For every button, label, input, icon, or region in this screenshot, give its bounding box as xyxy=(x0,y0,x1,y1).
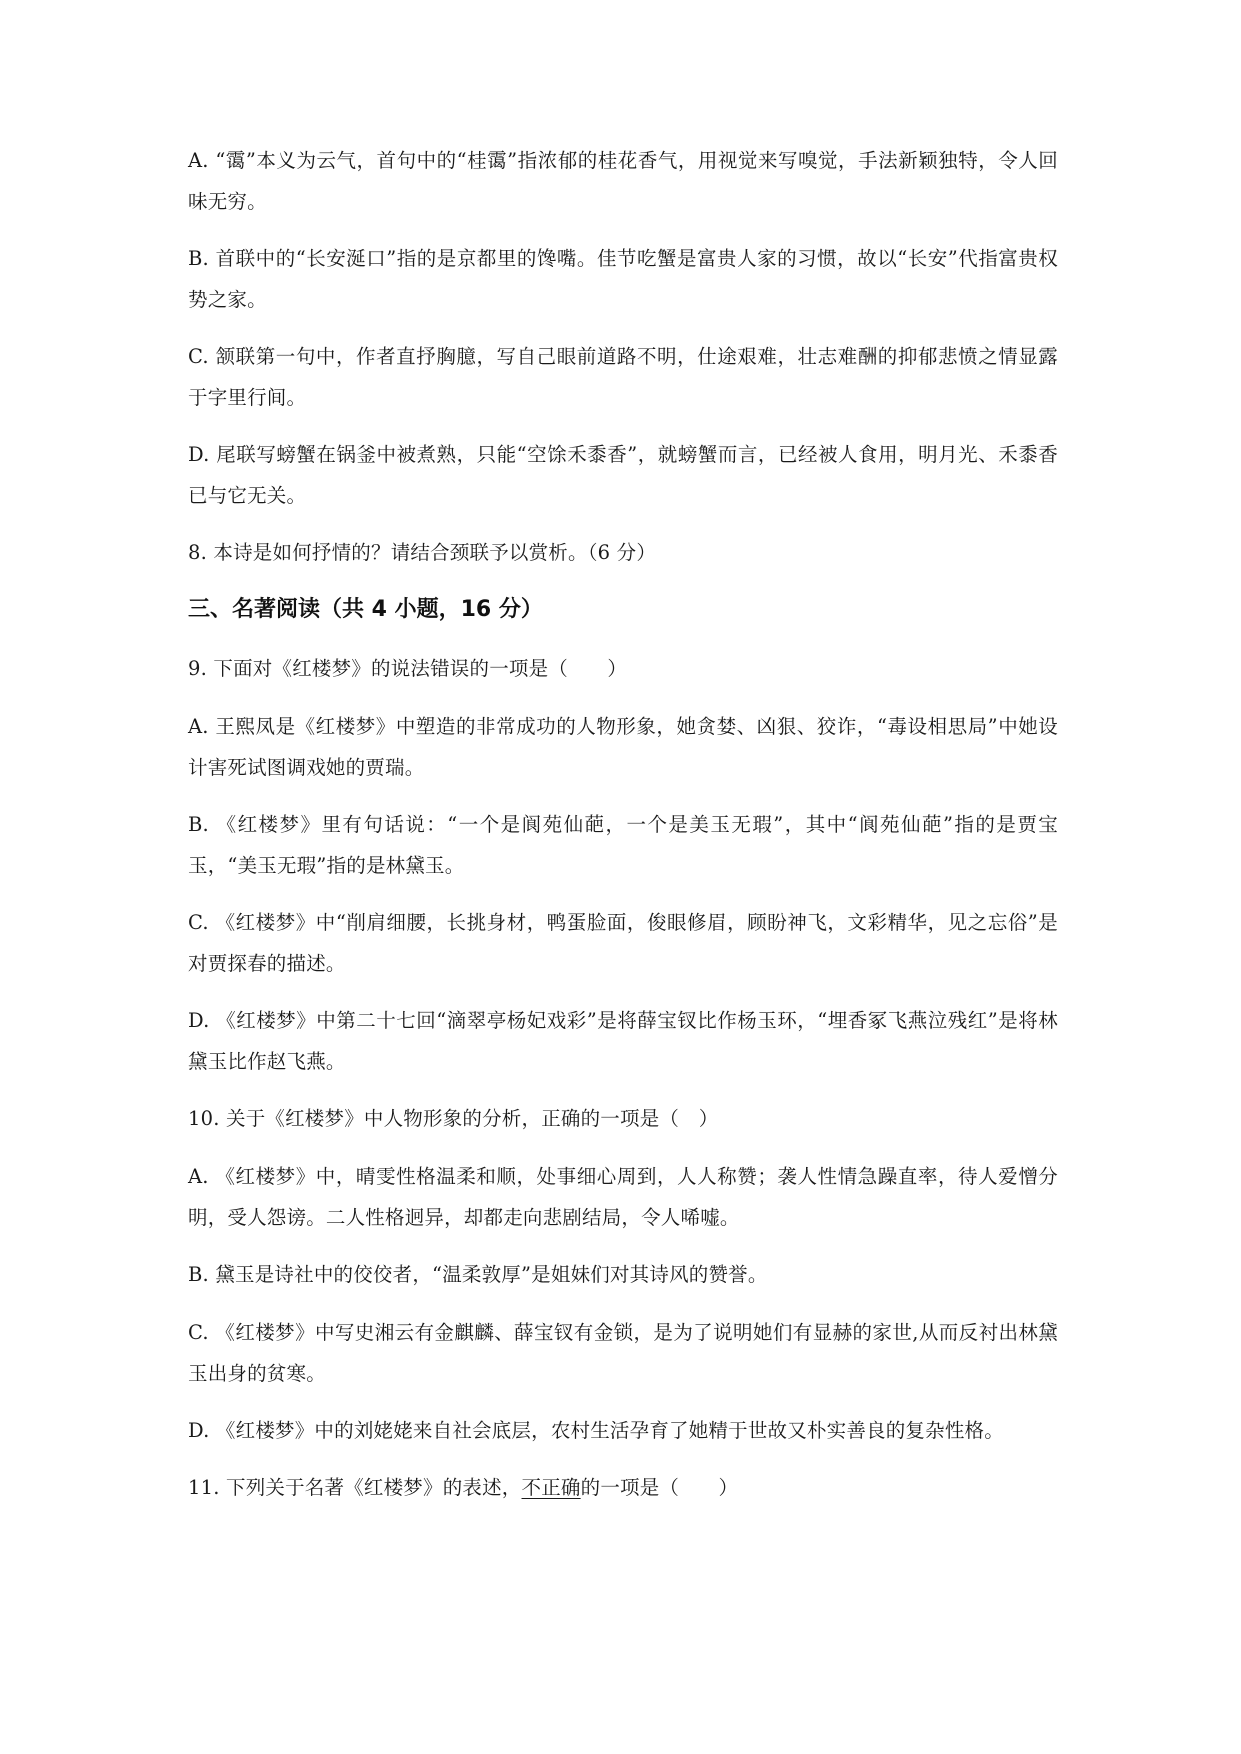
q10-option-b: B. 黛玉是诗社中的佼佼者，“温柔敦厚”是姐妹们对其诗风的赞誉。 xyxy=(188,1263,768,1286)
q10-option-d: D. 《红楼梦》中的刘姥姥来自社会底层，农村生活孕育了她精于世故又朴实善良的复杂性格。 xyxy=(188,1419,1004,1442)
section-heading-classics-reading: 三、名著阅读（共 4 小题，16 分） xyxy=(188,597,543,622)
q10-stem: 10. 关于《红楼梦》中人物形象的分析，正确的一项是（ ） xyxy=(188,1107,719,1130)
q9-stem: 9. 下面对《红楼梦》的说法错误的一项是（ ） xyxy=(188,657,628,680)
q10-option-c: C. 《红楼梦》中写史湘云有金麒麟、薛宝钗有金锁，是为了说明她们有显赫的家世,从而反衬出林黛玉出身的贫寒。 xyxy=(188,1321,1058,1385)
q11-stem-before: 11. 下列关于名著《红楼梦》的表述， xyxy=(188,1476,522,1499)
exam-page xyxy=(188,140,1058,1525)
q9-option-d: D. 《红楼梦》中第二十七回“滴翠亭杨妃戏彩”是将薛宝钗比作杨玉环，“埋香冢飞燕泣残红”是将林黛玉比作赵飞燕。 xyxy=(188,1009,1058,1073)
q8-question: 8. 本诗是如何抒情的？请结合颈联予以赏析。（6 分） xyxy=(188,541,657,564)
q11-stem-after: 的一项是（ ） xyxy=(580,1476,739,1499)
q9-option-b: B. 《红楼梦》里有句话说：“一个是阆苑仙葩，一个是美玉无瑕”，其中“阆苑仙葩”指的是贾宝玉，“美玉无瑕”指的是林黛玉。 xyxy=(188,813,1058,877)
q7-option-c: C. 颔联第一句中，作者直抒胸臆，写自己眼前道路不明，仕途艰难，壮志难酬的抑郁悲愤之情显露于字里行间。 xyxy=(188,345,1058,409)
q10-option-a: A. 《红楼梦》中，晴雯性格温柔和顺，处事细心周到，人人称赞；袭人性情急躁直率，待人爱憎分明，受人怨谤。二人性格迥异，却都走向悲剧结局，令人唏嘘。 xyxy=(188,1165,1058,1229)
q9-option-c: C. 《红楼梦》中“削肩细腰，长挑身材，鸭蛋脸面，俊眼修眉，顾盼神飞，文彩精华，见之忘俗”是对贾探春的描述。 xyxy=(188,911,1058,975)
q7-option-b: B. 首联中的“长安涎口”指的是京都里的馋嘴。佳节吃蟹是富贵人家的习惯，故以“长安”代指富贵权势之家。 xyxy=(188,247,1058,311)
q11-stem xyxy=(188,1467,1058,1508)
q7-option-a: A. “霭”本义为云气，首句中的“桂霭”指浓郁的桂花香气，用视觉来写嗅觉，手法新颖独特，令人回味无穷。 xyxy=(188,149,1058,213)
q11-stem-underlined: 不正确 xyxy=(521,1476,581,1499)
q9-option-a: A. 王熙凤是《红楼梦》中塑造的非常成功的人物形象，她贪婪、凶狠、狡诈，“毒设相思局”中她设计害死试图调戏她的贾瑞。 xyxy=(188,715,1058,779)
q7-option-d: D. 尾联写螃蟹在锅釜中被煮熟，只能“空馀禾黍香”，就螃蟹而言，已经被人食用，明月光、禾黍香已与它无关。 xyxy=(188,443,1058,507)
